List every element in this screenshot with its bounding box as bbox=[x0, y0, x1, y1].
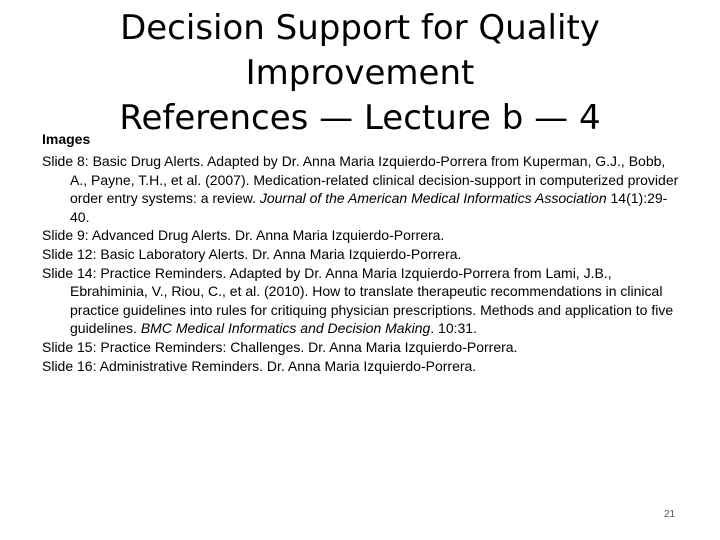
reference-text: Slide 14: Practice Reminders. Adapted by Dr. Anna Maria Izquierdo-Porrera from Lami, J.B., Ebrahiminia, V., Riou, C., et al. (2010). How to translate therapeutic recommendations in clinical practice guidelines into rules for critiquing physician prescriptions. Methods and application to five guidelines. bbox=[42, 264, 674, 337]
reference-item bbox=[42, 226, 682, 245]
reference-journal: Journal of the American Medical Informatics Association bbox=[259, 190, 607, 207]
title-line-1: Decision Support for Quality bbox=[120, 8, 600, 48]
slide-title bbox=[0, 6, 720, 141]
reference-citation-tail: . 10:31. bbox=[430, 320, 477, 337]
title-line-3: References — Lecture b — 4 bbox=[119, 98, 601, 138]
page-number: 21 bbox=[664, 509, 676, 520]
reference-item bbox=[42, 152, 682, 226]
reference-citation-tail: 14(1):29-40. bbox=[70, 190, 668, 225]
reference-item bbox=[42, 338, 682, 357]
section-heading-images: Images bbox=[42, 131, 91, 147]
reference-text: Slide 12: Basic Laboratory Alerts. Dr. Anna Maria Izquierdo-Porrera. bbox=[42, 245, 462, 262]
reference-text: Slide 15: Practice Reminders: Challenges. Dr. Anna Maria Izquierdo-Porrera. bbox=[42, 338, 518, 355]
reference-list bbox=[42, 152, 682, 375]
reference-journal: BMC Medical Informatics and Decision Making bbox=[140, 320, 431, 337]
reference-item bbox=[42, 357, 682, 376]
reference-text: Slide 16: Administrative Reminders. Dr. Anna Maria Izquierdo-Porrera. bbox=[42, 357, 477, 374]
reference-text: Slide 9: Advanced Drug Alerts. Dr. Anna Maria Izquierdo-Porrera. bbox=[42, 227, 445, 244]
reference-item bbox=[42, 264, 682, 338]
reference-text: Slide 8: Basic Drug Alerts. Adapted by Dr. Anna Maria Izquierdo-Porrera from Kuperman, G.J., Bobb, A., Payne, T.H., et al. (2007). Medication-related clinical decision-support in computerized provider order entry systems: a review. bbox=[42, 153, 679, 207]
reference-item bbox=[42, 245, 682, 264]
title-line-2: Improvement bbox=[245, 53, 475, 93]
